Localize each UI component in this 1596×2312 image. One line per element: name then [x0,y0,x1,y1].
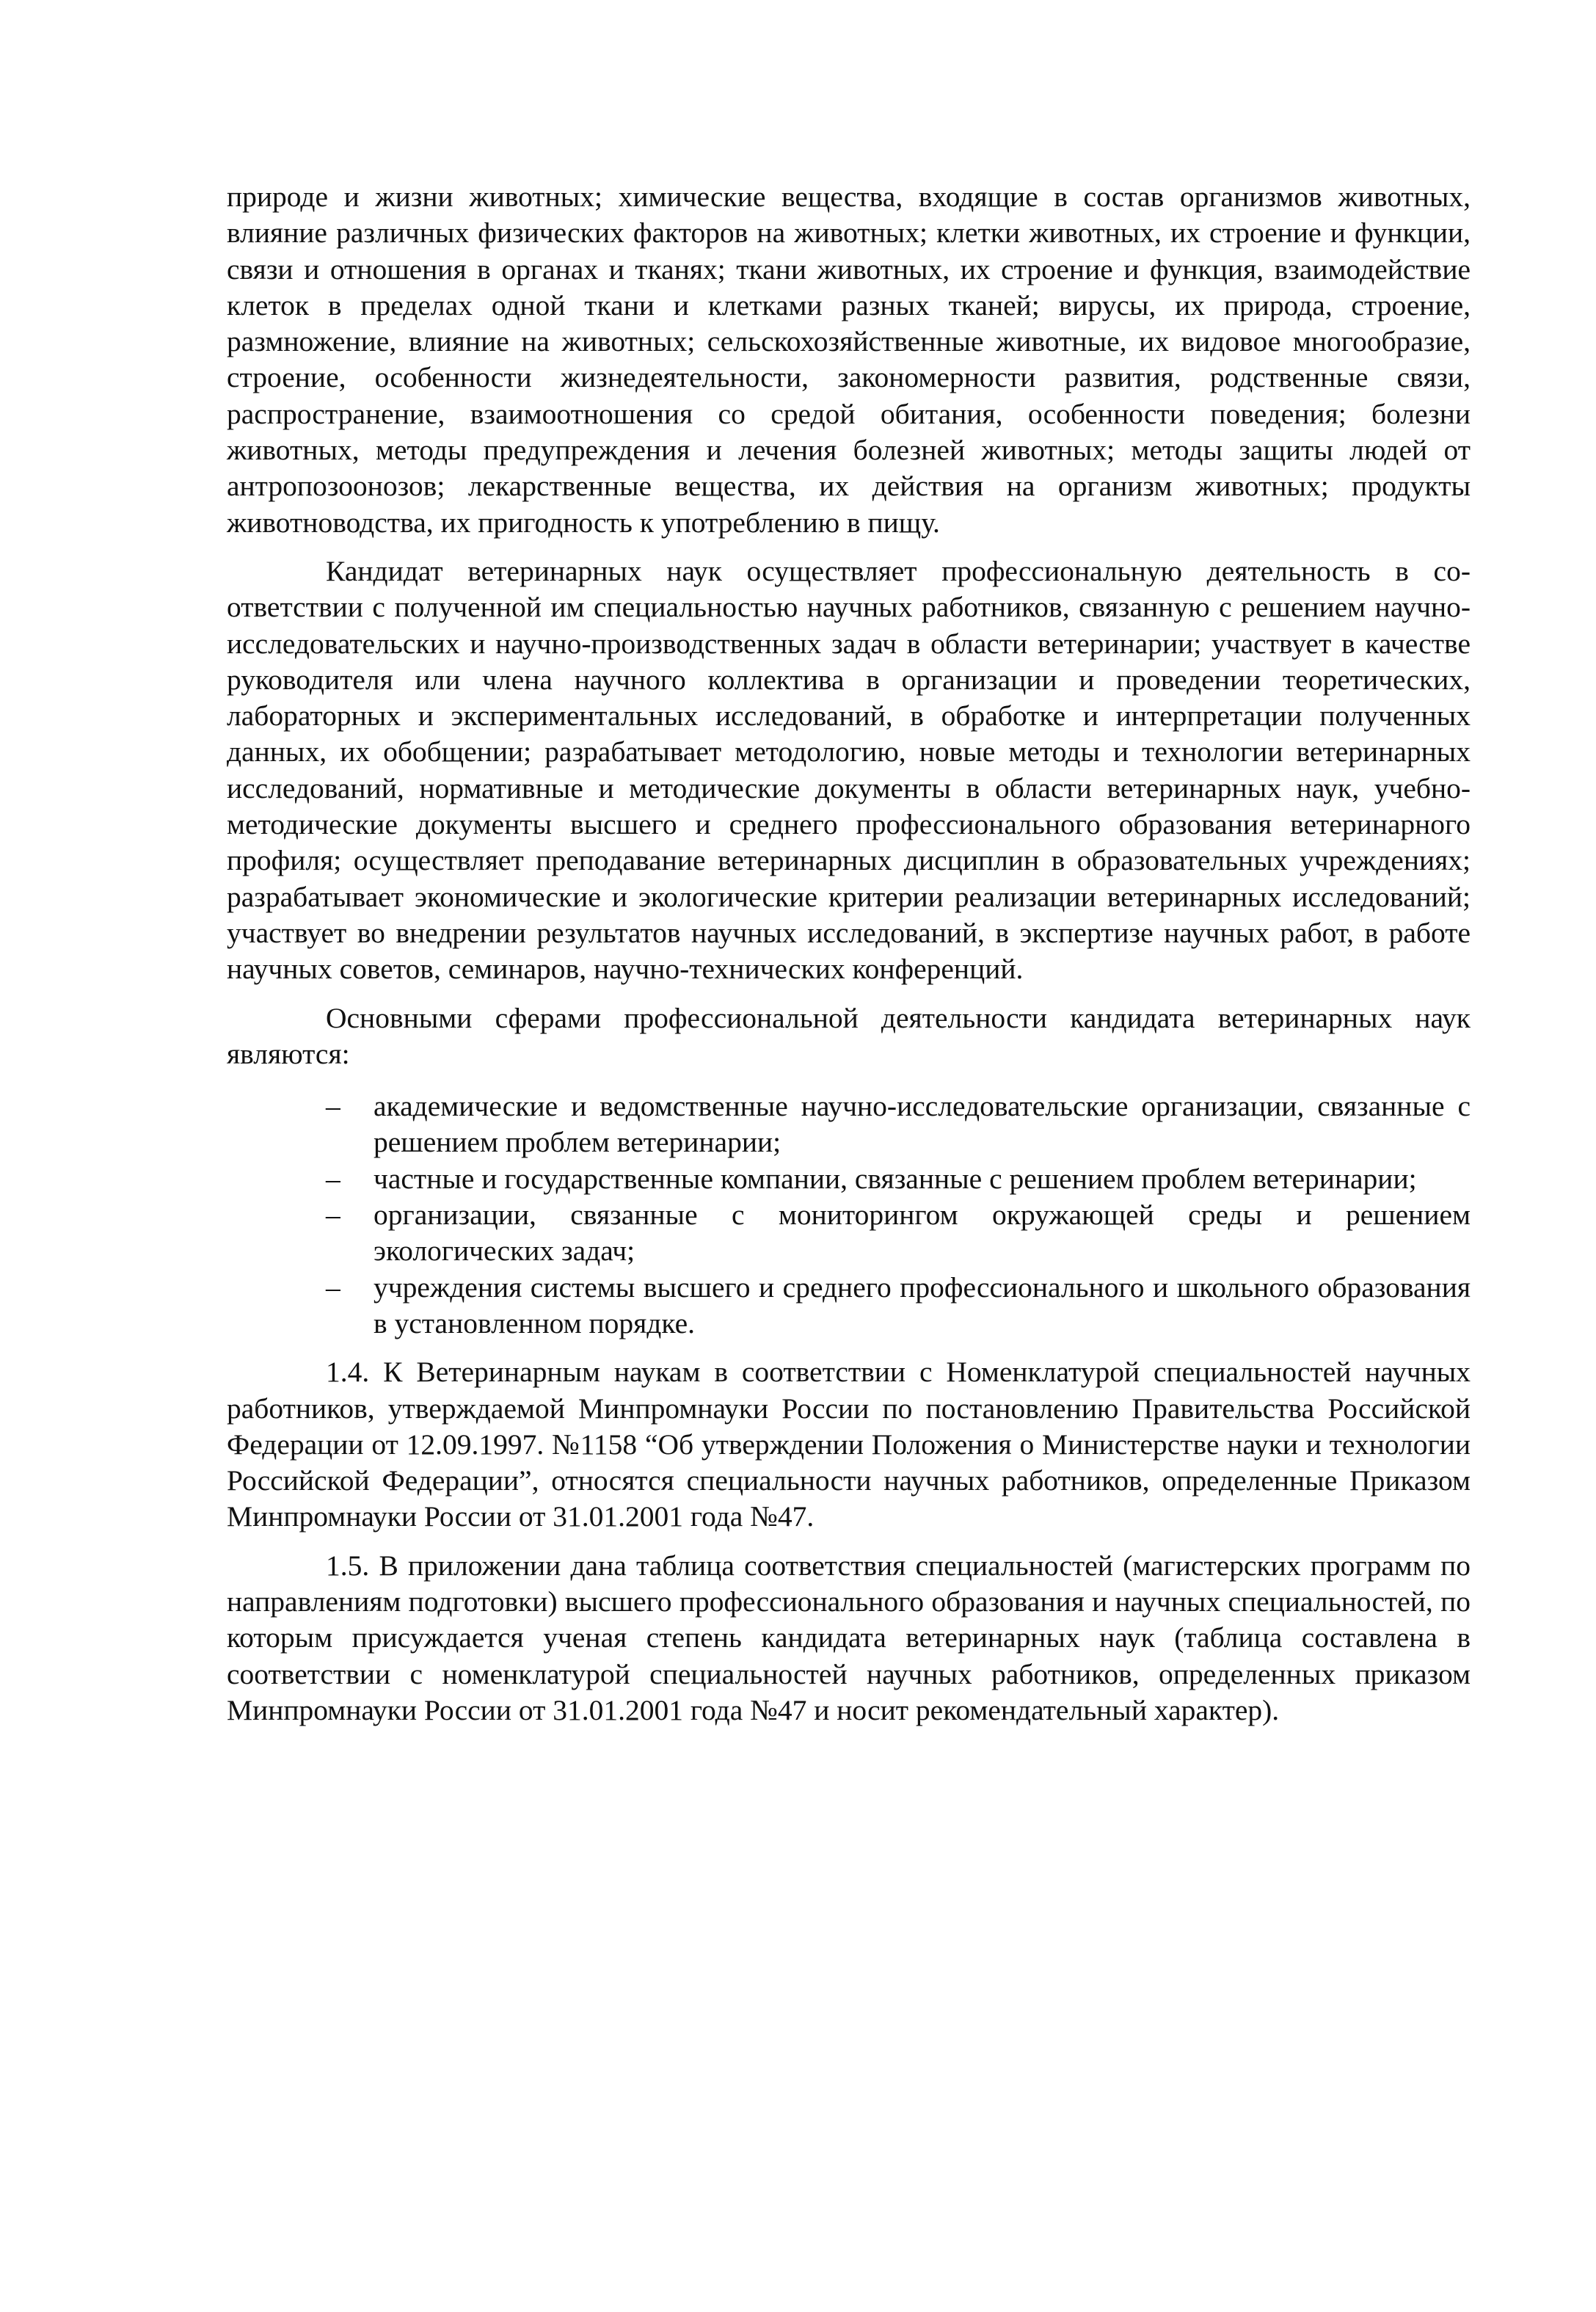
paragraph-1-4: 1.4. К Ветеринарным наукам в соответствии с Номенклатурой специальностей научных работников, утверждаемой Минпромнауки России по постановлению Правительства Российской Федерации от 12.09.1997. №1158 “Об утверждении Положения о Министерстве науки и технологии Российской Федерации”, относятся специальности научных работников, определенные Приказом Минпромнауки России от 31.01.2001 года №47. [227,1356,1471,1533]
paragraph-continued: природе и жизни животных; химические вещества, входящие в состав организмов животных, влияние различных физических факторов на животных; клетки животных, их строение и функции, связи и отношения в органах и тканях; ткани животных, их строение и функция, взаимодействие клеток в пределах одной ткани и клетками разных тканей; вирусы, их природа, строение, размножение, влияние на животных; сельскохозяйственные животные, их видовое многообразие, строение, особенности жизнедеятельности, закономерности развития, родственные связи, распространение, взаимоотношения со средой обитания, особенности поведения; болезни животных, методы предупреждения и лечения болезней животных; методы защиты людей от антропозоонозов; лекарственные вещества, их действия на организм животных; продукты животноводства, их пригодность к употреблению в пищу. [227,181,1471,539]
list-item-text: организации, связанные с мониторингом окружающей среды и решением экологических задач; [374,1199,1471,1268]
list-item-text: академические и ведомственные научно-исследовательские организации, связанные с решением проблем ветеринарии; [374,1090,1471,1159]
list-dash: – [326,1090,340,1123]
paragraph-1-5: 1.5. В приложении дана таблица соответствия специальностей (магистерских программ по направлениям подготовки) высшего профессионального образования и научных специальностей, по которым присуждается ученая степень кандидата ветеринарных наук (таблица составлена в соответствии с номенклатурой специальностей научных работников, определенных приказом Минпромнауки России от 31.01.2001 года №47 и носит рекомендательный характер). [227,1549,1471,1726]
list-item [227,1270,1471,1342]
list-item [227,1161,1471,1197]
list-item [227,1197,1471,1270]
list-item-text: частные и государственные компании, связанные с решением проблем ветеринарии; [374,1162,1417,1195]
list-item [227,1088,1471,1161]
spheres-list [227,1088,1471,1342]
paragraph-spheres-intro: Основными сферами профессиональной деятельности кандидата ветеринарных наук являются: [227,1001,1471,1070]
list-dash: – [326,1270,340,1304]
document-body [227,179,1471,1728]
paragraph-candidate-activity: Кандидат ветеринарных наук осуществляет профессиональную деятельность в соответствии с полученной им специальностью научных работников, связанную с решением научно-исследовательских и научно-производственных задач в области ветеринарии; участвует в качестве руководителя или члена научного коллектива в организации и проведении теоретических, лабораторных и экспериментальных исследований, в обработке и интерпретации полученных данных, их обобщении; разрабатывает методологию, новые методы и технологии ветеринарных исследований, нормативные и методические документы в области ветеринарных наук, учебно-методические документы высшего и среднего профессионального образования ветеринарного профиля; осуществляет преподавание ветеринарных дисциплин в образовательных учреждениях; разрабатывает экономические и экологические критерии реализации ветеринарных исследований; участвует во внедрении результатов научных исследований, в экспертизе научных работ, в работе научных советов, семинаров, научно-технических конференций. [227,554,1471,986]
list-dash: – [326,1199,340,1232]
list-item-text: учреждения системы высшего и среднего профессионального и школьного образования в установленном порядке. [374,1270,1471,1339]
list-dash: – [326,1162,340,1195]
